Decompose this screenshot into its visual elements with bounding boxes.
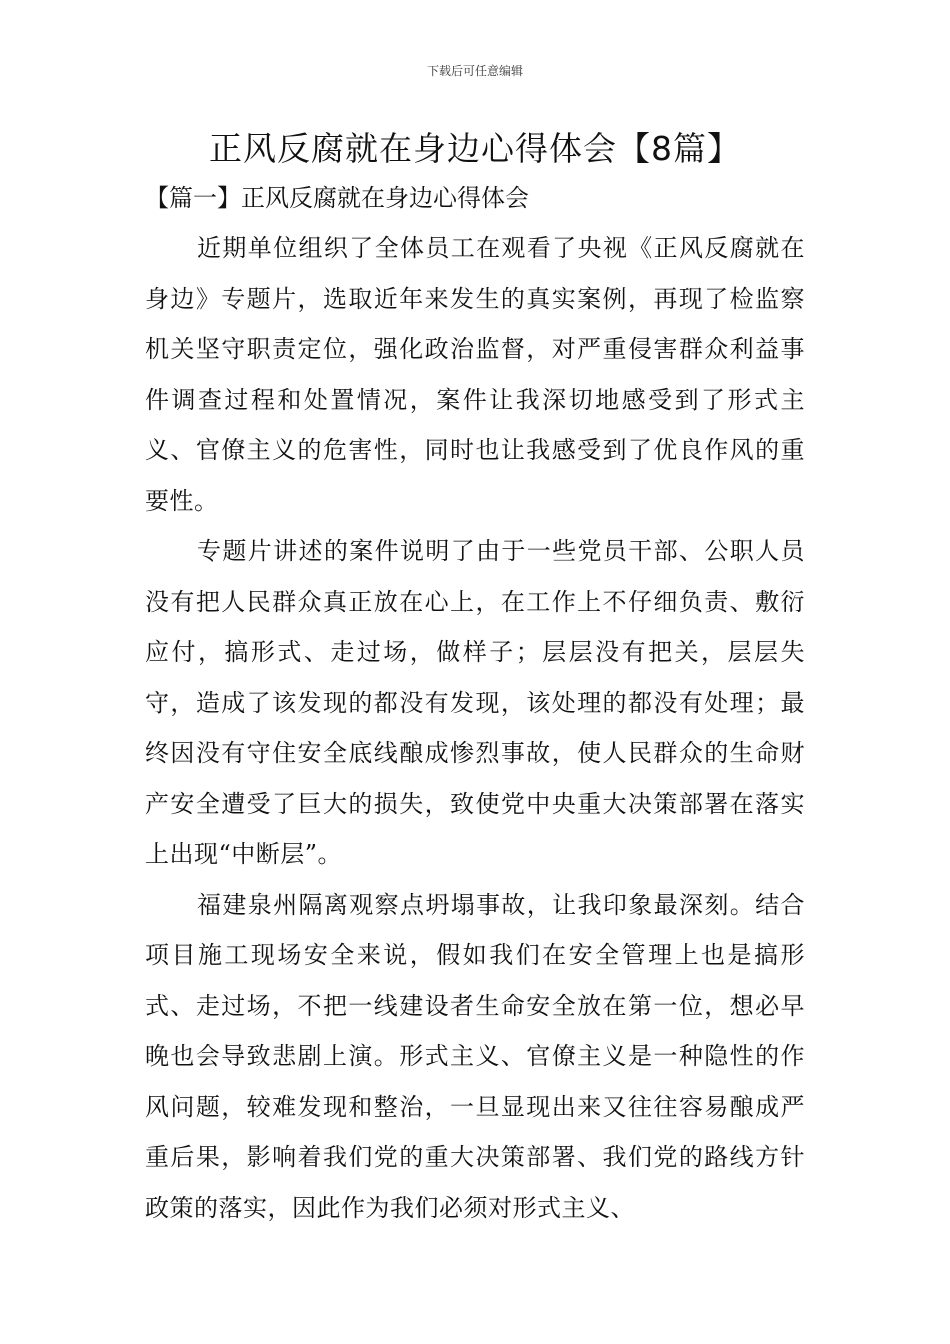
section-heading: 【篇一】正风反腐就在身边心得体会	[145, 184, 529, 212]
paragraph-1: 近期单位组织了全体员工在观看了央视《正风反腐就在身边》专题片，选取近年来发生的真实案例，再现了检监察机关坚守职责定位，强化政治监督，对严重侵害群众利益事件调查过程和处置情况，案件让我深切地感受到了形式主义、官僚主义的危害性，同时也让我感受到了优良作风的重要性。	[145, 234, 805, 515]
header-note: 下载后可任意编辑	[426, 64, 523, 78]
document-title: 正风反腐就在身边心得体会【8篇】	[209, 129, 741, 168]
paragraph-2: 专题片讲述的案件说明了由于一些党员干部、公职人员没有把人民群众真正放在心上，在工作上不仔细负责、敷衍应付，搞形式、走过场，做样子；层层没有把关，层层失守，造成了该发现的都没有发现，该处理的都没有处理；最终因没有守住安全底线酿成惨烈事故，使人民群众的生命财产安全遭受了巨大的损失，致使党中央重大决策部署在落实上出现“中断层”。	[145, 537, 805, 868]
document-body	[145, 223, 805, 1233]
paragraph-3: 福建泉州隔离观察点坍塌事故，让我印象最深刻。结合项目施工现场安全来说，假如我们在安全管理上也是搞形式、走过场，不把一线建设者生命安全放在第一位，想必早晚也会导致悲剧上演。形式主义、官僚主义是一种隐性的作风问题，较难发现和整治，一旦显现出来又往往容易酿成严重后果，影响着我们党的重大决策部署、我们党的路线方针政策的落实，因此作为我们必须对形式主义、	[145, 890, 805, 1222]
